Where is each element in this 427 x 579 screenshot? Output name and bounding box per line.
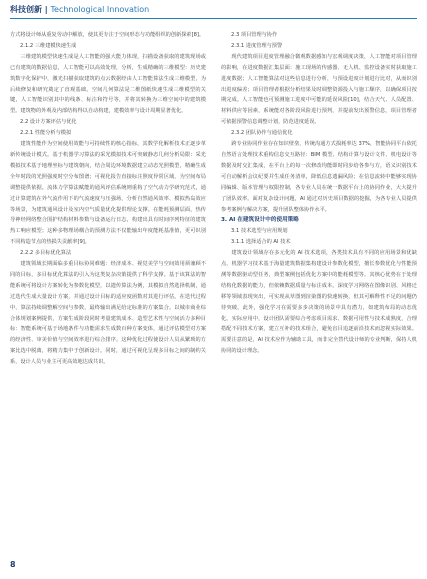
subsection-heading: 2.2.1 性能分析与模拟 bbox=[20, 130, 72, 137]
page-number: 8 bbox=[10, 560, 16, 569]
paragraph: 跨专业协同作业存在知识壁垒，传统沟通方式损耗率达 37%，智能协同平台依托自然语言处理技术重构信息交互路径：BIM 模型、结构计算与设计文件、机电设计等数据及时交汇集成，在平台上的每一次修改均能即时同步给各参与方，语义识别技术可自动解析会议纪要并生成任务清单，降低信息遗漏风险；在信息流转中能够实现协同编辑、版本管理与权限控制，各专业人员在统一数据平台上的协同作业，大大提升了团队效率。面对复杂设计问题，AI 通过对历史项目数据的挖掘，为各专业人员提供参考案例与解决方案，提升团队整体协作水平。 bbox=[221, 141, 417, 213]
section-heading: 2.3 项目管理与协作 bbox=[231, 32, 278, 38]
section-heading: 3.1 技术选型与应用规划 bbox=[231, 228, 288, 235]
subsection-heading: 2.3.1 进度管理与预警 bbox=[231, 42, 283, 49]
paragraph: 三维建筑模型快速生成是人工智能的强大能力体现，扫描设备获取的建筑现场或已有建筑的数据信息，人工智能可以高效处理，分析，生成精确的三维模型：历史建筑数字化保护中，激光扫描获取建筑的点云数据经由人工智能算法生成三维模型，为后续修复和研究奠定了直观基础。空间几何算法是二维图纸快速生成三维模型的关键，人工智能识别其中的线条、标注和符号等，并将其转换为三维空间中的建筑模型。建筑物的外观及内部结构得以自动构建，建模效率与设计周期显著优化。 bbox=[10, 53, 206, 115]
subsection-heading: 2.1.2 三维建模快速生成 bbox=[20, 42, 77, 49]
paragraph: 建筑性能作为空间使用效能与可持续性的核心指标，其数学化解析技术正逐步革新传统设计模式。基于机器学习算法的采光模拟技术可突破静态几何分析局限：采光模拟技术基于地理坐标与建筑朝向，结合周边环境数据建立动态光照模型，精确生成全年时段的光照强度时空分布图谱；可视化报告直接标注照度异常区域，为空间布局调整提供依据。流体力学算法赋能的通风评估系统则重构了空气动力学研究范式，通过计算建筑在外气流作用下的气流速度与压强场，分析自然通风效率、模拟热岛效应等场景，为建筑通风设计及室内空气质量优化提供理论支撑。在能耗预测层面，热传导神经网络整合围护结构材料参数与设备运行日志，构建出具有时间序列特征的建筑热工响应模型；这种多物理场耦合的预测方法不仅能输出年度能耗基准值，更可识别不同构造节点的热损失贡献率[9]。 bbox=[10, 141, 206, 246]
page-header bbox=[0, 0, 427, 22]
section-title-cn: 科技创新 bbox=[10, 5, 42, 14]
chapter-heading: 3. AI 在建筑设计中的使用策略 bbox=[221, 217, 299, 224]
header-rule bbox=[10, 18, 417, 19]
section-heading: 2.2 设计方案评估与优化 bbox=[20, 119, 77, 126]
right-column bbox=[221, 30, 417, 357]
left-column bbox=[10, 30, 206, 368]
paragraph: 建筑设计领域存在多元化的 AI 技术选项，各类技术具有不同的应用场景和优缺点，机器学习技术基于海量建筑数据集构建设计参数化模型，擅长参数优化与性能预测等数据驱动型任务，典型案例包括优化方案中的能耗模型等。其核心优势在于处理结构化数据的能力，但依赖数据质量与标注成本。深度学习网络在图像识别、风格迁移等领域表现突出，可实现从草图到渲染图的快速转换，但其可解释性不足的问题仍待突破。此外，强化学习在需要多步决策的场景中具有潜力，如建筑布局的动态优化。实际应用中，设计团队需要综合考虑项目需求、数据可用性与技术成熟度，合理搭配不同技术方案，建立互补的技术组合，避免盲目追逐前沿技术而忽视实际效果。需要注意的是，AI 技术应作为辅助工具，而非完全替代设计师的专业判断，保持人机协同的设计理念。 bbox=[221, 250, 417, 355]
subsection-heading: 3.1.1 选择适合的 AI 技术 bbox=[231, 239, 291, 246]
section-label bbox=[10, 4, 149, 15]
paragraph: 现代建筑项目进度管理融合微观数据感知与宏观调度决策，人工智能对项目管理的影响，在进度数据汇集层面：施工现场的传感器、无人机、监控设备实时获取施工进度数据；人工智能算法对这些信息进行分析，与预设进度计划进行比对，从而识别出进度偏差；项目管理者根据分析结果及时调整资源投入与施工顺序，以确保项目按期完成。人工智能也可预测施工进度中可能的延误风险[10]，结合天气、人员配置、材料供应等因素，系统能对各阶段风险进行预判，并提前发出预警信息，项目管理者可依据预警信息调整计划，防范进度延误。 bbox=[221, 53, 417, 126]
section-divider: | bbox=[44, 5, 48, 14]
section-title-en: Technological Innovation bbox=[50, 5, 150, 14]
paragraph: 方式将设计师从重复劳动中解放，使其更专注于空间形态与功能组织的创新探索[8]。 bbox=[10, 32, 205, 38]
paragraph: 建筑领域长期面临多重目标协同难题：经济成本、视觉美学与空间效用须兼顾不同的目标，多目标优化算法的引入为这类复杂决策提供了科学支撑。基于该算法的智能系统可将设计方案转化为参数化模型，以遗传算法为例，其模拟自然选择机制，通过迭代生成大量设计方案，并通过设计目标的适应度函数对其进行评估。在迭代过程中，算法持续调整解空间与参数，最终输出满足给定标准的方案集合。以城市商业综合体规划案例提供，方案生成阶段同时考量建筑成本、造型艺术性与空间活力多种目标：智能系统可基于场地条件与功能需求生成数百种方案变体，通过评估模型对方案的经济性、审美价值与空间效率进行综合排序。这种优化过程使设计人员从繁琐的方案比选中脱离，将精力集中于创新设计。同时，通过可视化呈现多目标之间的制约关系，设计人员与业主可更高效地达成共识。 bbox=[10, 261, 206, 366]
subsection-heading: 2.2.2 多目标优化算法 bbox=[20, 250, 72, 257]
subsection-heading: 2.3.2 团队协作与通信优化 bbox=[231, 130, 293, 137]
